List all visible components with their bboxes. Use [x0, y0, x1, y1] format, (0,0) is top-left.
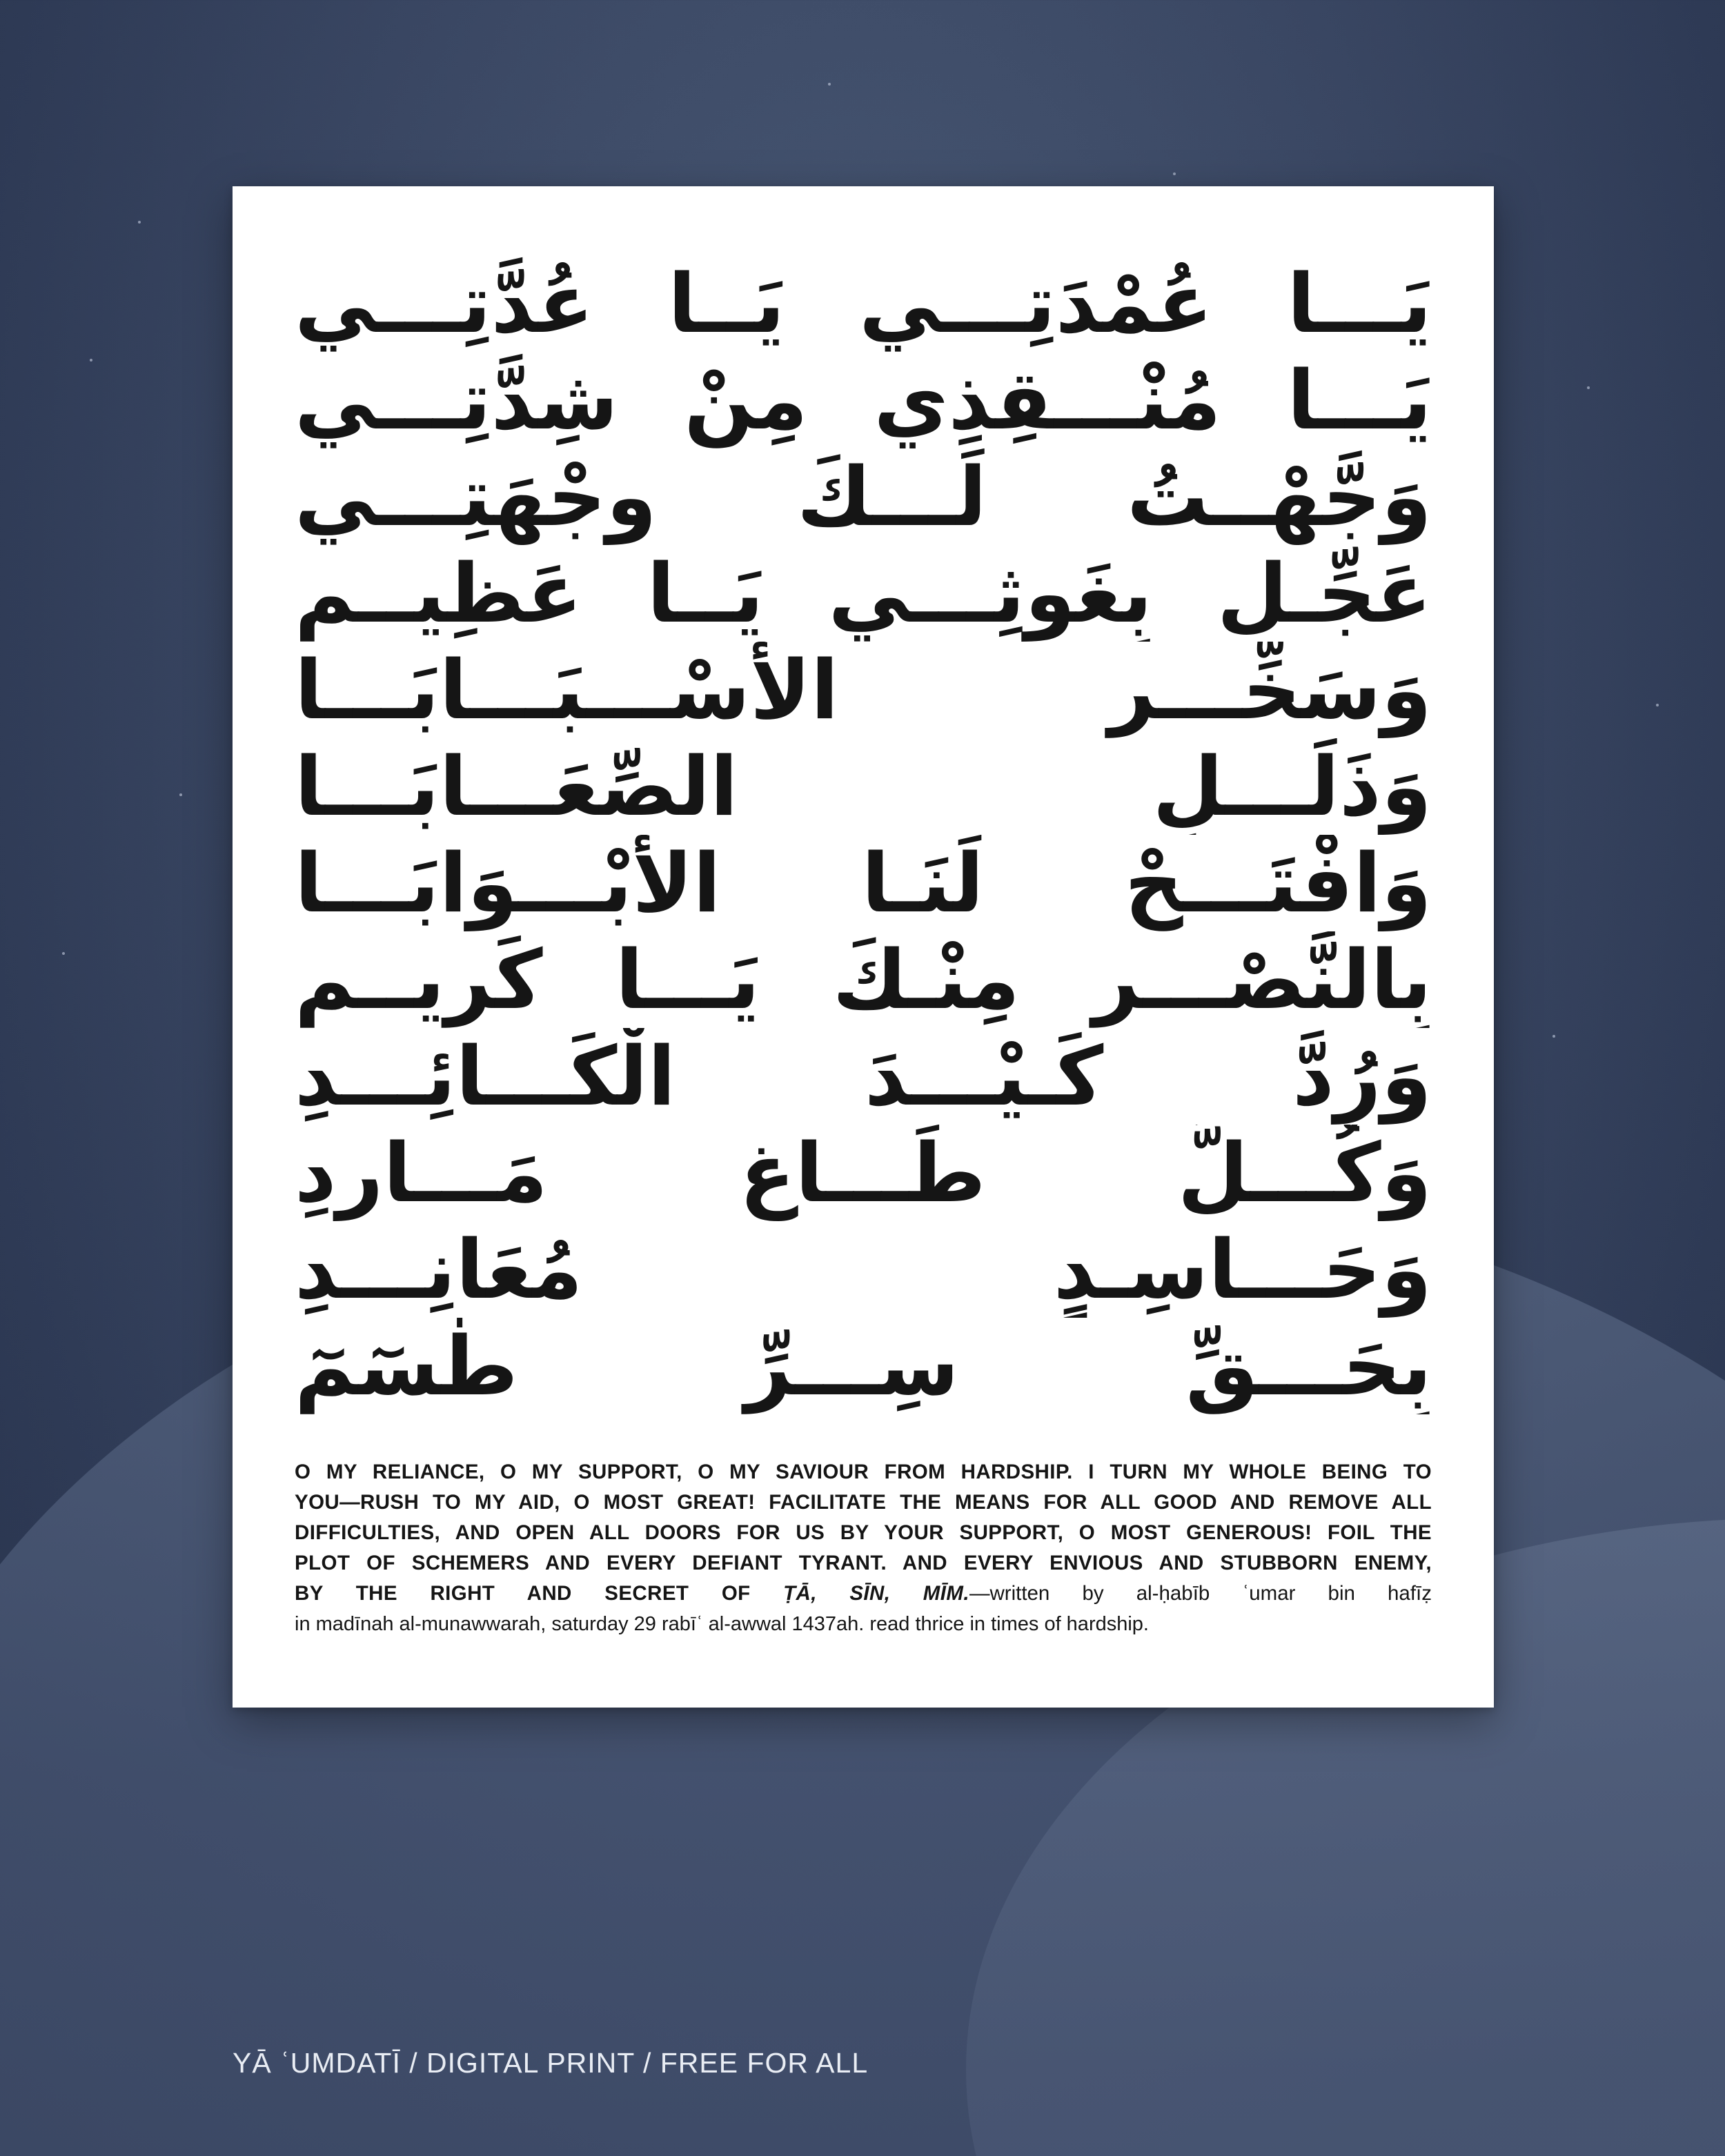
translation-line-3: DIFFICULTIES, AND OPEN ALL DOORS FOR US BY YOUR SUPPORT, O MOST GENEROUS! FOIL THE	[295, 1521, 1432, 1544]
translation-last-caps: BY THE RIGHT AND SECRET OF	[295, 1582, 751, 1605]
arabic-line-12: بِحَـــقِّ سِـــرِّ طٰسٓمٓ	[295, 1318, 1432, 1414]
prayer-title: ṬĀ, SĪN, MĪM.	[783, 1582, 969, 1605]
arabic-line-1: يَـــا عُمْدَتِـــي يَــا عُدَّتِـــي	[295, 256, 1432, 351]
arabic-line-3: وَجَّهْــتُ لَـــكَ وِجْهَتِـــي	[295, 449, 1432, 544]
poster	[233, 186, 1494, 1708]
star	[828, 83, 831, 86]
arabic-line-5: وَسَخِّـــرِ الأَسْـــبَـــابَـــا	[295, 642, 1432, 738]
star	[1587, 386, 1590, 389]
star	[1552, 1035, 1555, 1038]
arabic-line-9: وَرُدَّ كَـيْـــدَ الْكَـــائِـــدِ	[295, 1029, 1432, 1124]
english-translation	[295, 1457, 1432, 1639]
star	[1173, 172, 1176, 175]
arabic-line-10: وَكُـــلَّ طَـــاغٍ مَـــارِدِ	[295, 1125, 1432, 1220]
credit-author: —written by al-ḥabīb ʿumar bin hafīẓ	[969, 1582, 1432, 1605]
page-caption: YĀ ʿUMDATĪ / DIGITAL PRINT / FREE FOR ALL	[233, 2047, 869, 2079]
arabic-line-7: وَافْتَـــحْ لَنَـا الأَبْـــوَابَـــا	[295, 835, 1432, 931]
translation-line-4: PLOT OF SCHEMERS AND EVERY DEFIANT TYRANT. AND EVERY ENVIOUS AND STUBBORN ENEMY,	[295, 1552, 1432, 1574]
star	[62, 952, 65, 955]
arabic-line-4: عَجِّـل بِغَوثِـــي يَــا عَظِيــم	[295, 546, 1432, 641]
arabic-line-8: بِالنَّصْـــرِ مِنْـكَ يَـــا كَرِيــم	[295, 932, 1432, 1027]
credit-line: in madīnah al-munawwarah, saturday 29 rabīʿ al-awwal 1437ah. read thrice in times of hardship.	[295, 1613, 1149, 1635]
star	[179, 793, 182, 796]
star	[90, 359, 92, 362]
star	[1656, 704, 1659, 706]
translation-line-1: O MY RELIANCE, O MY SUPPORT, O MY SAVIOUR FROM HARDSHIP. I TURN MY WHOLE BEING TO	[295, 1461, 1432, 1483]
arabic-verse	[295, 255, 1432, 1414]
arabic-line-6: وَذَلِّـــلِ الصِّعَـــابَـــا	[295, 739, 1432, 834]
arabic-line-11: وَحَـــاسِـدٍ مُعَانِـــدِ	[295, 1222, 1432, 1317]
arabic-line-2: يَـــا مُنْـــقِذِي مِنْ شِدَّتِـــي	[295, 353, 1432, 448]
translation-line-5	[295, 1579, 1432, 1609]
translation-line-2: YOU—RUSH TO MY AID, O MOST GREAT! FACILITATE THE MEANS FOR ALL GOOD AND REMOVE ALL	[295, 1491, 1432, 1514]
star	[138, 221, 141, 224]
